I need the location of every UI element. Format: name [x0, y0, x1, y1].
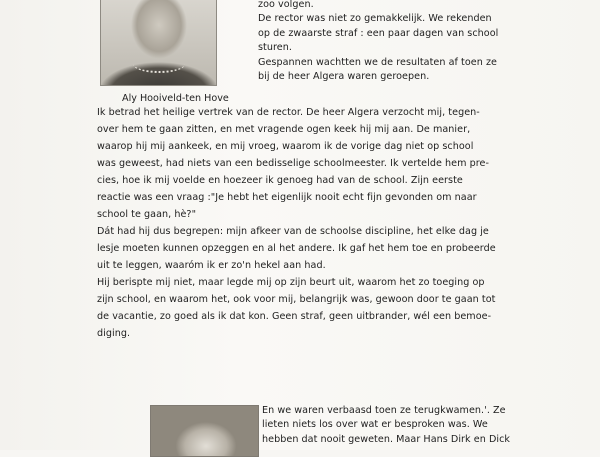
text-line: sturen. [258, 42, 292, 54]
text-line: reactie was een vraag :"Je hebt het eigenlijk nooit echt fijn gevonden om naar [97, 192, 477, 203]
text-line: cies, hoe ik mij voelde en hoezeer ik genoeg had van de school. Zijn eerste [97, 175, 463, 186]
text-line: Hij berispte mij niet, maar legde mij op zijn beurt uit, waarom het zo toeging op [97, 277, 485, 288]
text-line: zoo volgen. [258, 0, 314, 10]
photo-caption: Aly Hooiveld-ten Hove [122, 93, 229, 104]
necklace-detail [133, 55, 185, 73]
text-line: zijn school, en waarom het, ook voor mij, belangrijk was, gewoon door te gaan tot [97, 294, 496, 305]
text-line: waarop hij mij aankeek, en mij vroeg, waarom ik de vorige dag niet op school [97, 141, 474, 152]
text-line: over hem te gaan zitten, en met vragende ogen keek hij mij aan. De manier, [97, 124, 471, 135]
bottom-paragraph [262, 404, 510, 447]
text-line: op de zwaarste straf : een paar dagen van school [258, 27, 499, 39]
top-paragraph [258, 0, 498, 84]
text-line: lesje moeten kunnen opzeggen en al het andere. Ik gaf het hem toe en probeerde [97, 243, 496, 254]
portrait-photo-top [100, 0, 217, 86]
text-line: diging. [97, 328, 131, 339]
text-line: bij de heer Algera waren geroepen. [258, 71, 430, 83]
text-line: hebben dat nooit geweten. Maar Hans Dirk en Dick [262, 433, 511, 445]
text-line: de vacantie, zo goed als ik dat kon. Geen straf, geen uitbrander, wél een bemoe- [97, 311, 492, 322]
text-line: school te gaan, hè?" [97, 209, 197, 220]
text-line: was geweest, had niets van een bedisselige schoolmeester. Ik vertelde hem pre- [97, 158, 490, 169]
text-line: uit te leggen, waaróm ik er zo'n hekel aan had. [97, 260, 326, 271]
main-paragraph [97, 104, 496, 342]
text-line: De rector was niet zo gemakkelijk. We rekenden [258, 13, 492, 25]
text-line: Dát had hij dus begrepen: mijn afkeer van de schoolse discipline, het elke dag je [97, 226, 489, 237]
text-line: Gespannen wachtten we de resultaten af toen ze [258, 56, 497, 68]
text-line: Ik betrad het heilige vertrek van de rector. De heer Algera verzocht mij, tegen- [97, 107, 480, 118]
text-line: lieten niets los over wat er besproken was. We [262, 419, 488, 431]
text-line: En we waren verbaasd toen ze terugkwamen.'. Ze [262, 405, 506, 416]
portrait-photo-bottom [150, 405, 259, 457]
